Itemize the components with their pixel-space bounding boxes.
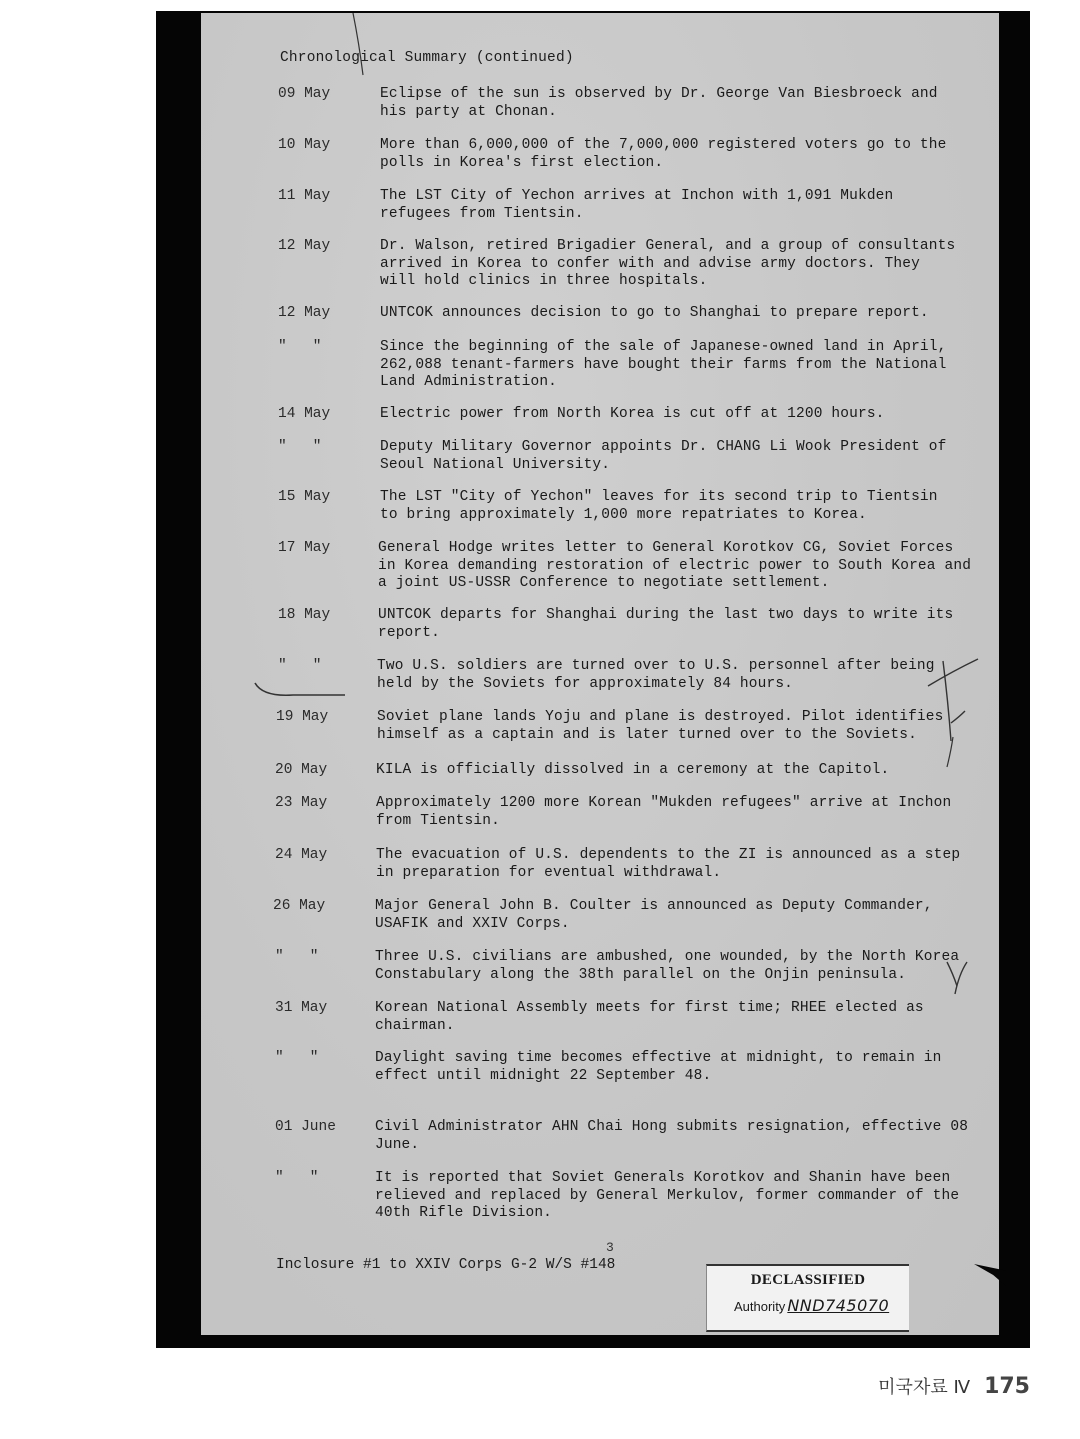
entry-date: 18 May bbox=[278, 607, 331, 623]
entry-text: More than 6,000,000 of the 7,000,000 registered voters go to the polls in Korea's first election. bbox=[380, 137, 947, 171]
stamp-title: DECLASSIFIED bbox=[750, 1272, 866, 1288]
scanned-document-frame bbox=[156, 11, 1030, 1348]
entry-text: Major General John B. Coulter is announced as Deputy Commander, USAFIK and XXIV Corps. bbox=[375, 898, 933, 932]
entry-text: Deputy Military Governor appoints Dr. CHANG Li Wook President of Seoul National University. bbox=[380, 439, 947, 473]
stamp-authority-value: NND745070 bbox=[787, 1296, 890, 1315]
entry-date: 01 June bbox=[275, 1119, 336, 1135]
entry-date: 19 May bbox=[276, 709, 329, 725]
document-footer: Inclosure #1 to XXIV Corps G-2 W/S #148 bbox=[276, 1257, 616, 1273]
document-page bbox=[201, 13, 999, 1335]
entry-date: " " bbox=[275, 949, 319, 965]
entry-text: The LST City of Yechon arrives at Inchon with 1,091 Mukden refugees from Tientsin. bbox=[380, 188, 894, 222]
entry-text: Dr. Walson, retired Brigadier General, and a group of consultants arrived in Korea to confer with and advise army doctors. They will hold clinics in three hospitals. bbox=[380, 238, 956, 289]
publication-footer bbox=[878, 1373, 1030, 1399]
entry-date: 14 May bbox=[278, 406, 331, 422]
entry-text: Civil Administrator AHN Chai Hong submits resignation, effective 08 June. bbox=[375, 1119, 969, 1153]
publication-page-number: 175 bbox=[984, 1374, 1030, 1399]
entry-date: 12 May bbox=[278, 238, 331, 254]
entry-date: 11 May bbox=[278, 188, 331, 204]
entry-text: Approximately 1200 more Korean "Mukden refugees" arrive at Inchon from Tientsin. bbox=[376, 795, 952, 829]
entry-date: 20 May bbox=[275, 762, 328, 778]
entry-date: 31 May bbox=[275, 1000, 328, 1016]
entry-date: " " bbox=[275, 1170, 319, 1186]
entry-date: 15 May bbox=[278, 489, 331, 505]
handwritten-underline-mark bbox=[253, 681, 353, 701]
entry-text: The LST "City of Yechon" leaves for its second trip to Tientsin to bring approximately 1,000 more repatriates to Korea. bbox=[380, 489, 938, 523]
entry-text: General Hodge writes letter to General Korotkov CG, Soviet Forces in Korea demanding restoration of electric power to South Korea and a joint US-USSR Conference to negotiate settlement. bbox=[378, 540, 972, 591]
entry-date: 12 May bbox=[278, 305, 331, 321]
entry-text: Electric power from North Korea is cut off at 1200 hours. bbox=[380, 406, 885, 422]
entry-date: 24 May bbox=[275, 847, 328, 863]
handwritten-stroke-mark bbox=[351, 13, 381, 83]
document-heading: Chronological Summary (continued) bbox=[280, 50, 574, 66]
publication-series-title: 미국자료 Ⅳ bbox=[878, 1377, 971, 1398]
entry-text: Eclipse of the sun is observed by Dr. George Van Biesbroeck and his party at Chonan. bbox=[380, 86, 938, 120]
entry-text: Korean National Assembly meets for first time; RHEE elected as chairman. bbox=[375, 1000, 924, 1034]
entry-text: Daylight saving time becomes effective at midnight, to remain in effect until midnight 22 September 48. bbox=[375, 1050, 942, 1084]
entry-date: 10 May bbox=[278, 137, 331, 153]
entry-date: 09 May bbox=[278, 86, 331, 102]
entry-date: 26 May bbox=[273, 898, 326, 914]
entry-text: Since the beginning of the sale of Japanese-owned land in April, 262,088 tenant-farmers have bought their farms from the National Land Administration. bbox=[380, 339, 947, 390]
entry-date: " " bbox=[278, 339, 322, 355]
entry-text: Soviet plane lands Yoju and plane is destroyed. Pilot identifies himself as a captain and is later turned over to the Soviets. bbox=[377, 709, 944, 743]
entry-text: KILA is officially dissolved in a ceremony at the Capitol. bbox=[376, 762, 890, 778]
entry-date: 17 May bbox=[278, 540, 331, 556]
declassified-stamp bbox=[706, 1264, 909, 1332]
entry-text: Two U.S. soldiers are turned over to U.S. personnel after being held by the Soviets for approximately 84 hours. bbox=[377, 658, 935, 692]
entry-text: The evacuation of U.S. dependents to the ZI is announced as a step in preparation for eventual withdrawal. bbox=[376, 847, 961, 881]
entry-date: " " bbox=[278, 439, 322, 455]
entry-text: Three U.S. civilians are ambushed, one wounded, by the North Korea Constabulary along the 38th parallel on the Onjin peninsula. bbox=[375, 949, 960, 983]
document-page-number: 3 bbox=[606, 1240, 614, 1255]
entry-text: It is reported that Soviet Generals Korotkov and Shanin have been relieved and replaced by General Merkulov, former commander of the 40th Rifle Division. bbox=[375, 1170, 960, 1221]
stamp-authority bbox=[734, 1296, 889, 1315]
entry-date: " " bbox=[275, 1050, 319, 1066]
entry-date: " " bbox=[278, 658, 322, 674]
entry-date: 23 May bbox=[275, 795, 328, 811]
stamp-authority-label: Authority bbox=[734, 1299, 786, 1314]
entry-text: UNTCOK departs for Shanghai during the last two days to write its report. bbox=[378, 607, 954, 641]
entry-text: UNTCOK announces decision to go to Shanghai to prepare report. bbox=[380, 305, 929, 321]
